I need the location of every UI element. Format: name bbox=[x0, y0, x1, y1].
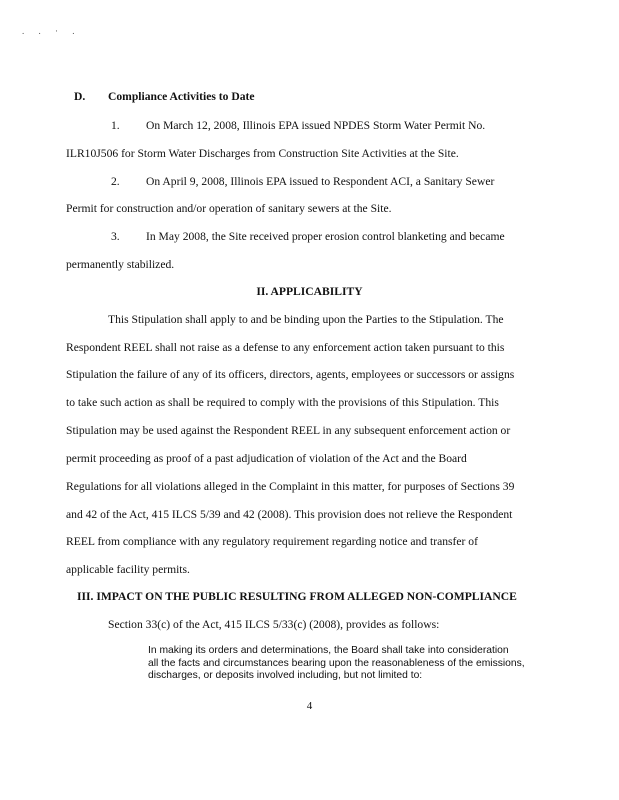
section-ii-line: This Stipulation shall apply to and be binding upon the Parties to the Stipulation. The bbox=[108, 313, 504, 326]
scan-specks: . . · . bbox=[22, 26, 81, 36]
section-d-label: D. bbox=[74, 90, 86, 103]
section-d-title: Compliance Activities to Date bbox=[108, 90, 255, 103]
item-1-line-1: On March 12, 2008, Illinois EPA issued NPDES Storm Water Permit No. bbox=[146, 119, 486, 132]
section-ii-line: Stipulation may be used against the Respondent REEL in any subsequent enforcement action or bbox=[66, 424, 511, 437]
item-1-line-2: ILR10J506 for Storm Water Discharges from Construction Site Activities at the Site. bbox=[66, 147, 459, 160]
item-3-line-2: permanently stabilized. bbox=[66, 258, 175, 271]
section-ii-line: Stipulation the failure of any of its officers, directors, agents, employees or successors or assigns bbox=[66, 368, 515, 381]
statutory-quote bbox=[148, 645, 548, 683]
item-3-line-1: In May 2008, the Site received proper erosion control blanketing and became bbox=[146, 230, 505, 243]
section-ii-heading: II. APPLICABILITY bbox=[256, 285, 363, 298]
item-3-number: 3. bbox=[111, 230, 120, 243]
section-ii-line: REEL from compliance with any regulatory requirement regarding notice and transfer of bbox=[66, 535, 478, 548]
section-ii-line: to take such action as shall be required to comply with the provisions of this Stipulation. This bbox=[66, 396, 499, 409]
quote-line: In making its orders and determinations, the Board shall take into consideration bbox=[148, 645, 509, 656]
page-number: 4 bbox=[306, 700, 313, 712]
section-ii-line: Respondent REEL shall not raise as a defense to any enforcement action taken pursuant to this bbox=[66, 341, 505, 354]
section-ii-line: applicable facility permits. bbox=[66, 563, 190, 576]
item-1-number: 1. bbox=[111, 119, 120, 132]
item-2-line-1: On April 9, 2008, Illinois EPA issued to Respondent ACI, a Sanitary Sewer bbox=[146, 175, 495, 188]
quote-line: all the facts and circumstances bearing upon the reasonableness of the emissions, bbox=[148, 657, 525, 669]
quote-line: discharges, or deposits involved including, but not limited to: bbox=[148, 670, 423, 681]
item-2-line-2: Permit for construction and/or operation of sanitary sewers at the Site. bbox=[66, 202, 392, 215]
section-iii-heading: III. IMPACT ON THE PUBLIC RESULTING FROM ALLEGED NON-COMPLIANCE bbox=[77, 590, 517, 603]
section-ii-line: permit proceeding as proof of a past adjudication of violation of the Act and the Board bbox=[66, 452, 467, 465]
item-2-number: 2. bbox=[111, 175, 120, 188]
section-ii-line: Regulations for all violations alleged in the Complaint in this matter, for purposes of Sections 39 bbox=[66, 480, 515, 493]
section-iii-intro: Section 33(c) of the Act, 415 ILCS 5/33(c) (2008), provides as follows: bbox=[108, 618, 440, 631]
section-ii-line: and 42 of the Act, 415 ILCS 5/39 and 42 (2008). This provision does not relieve the Respondent bbox=[66, 508, 513, 521]
